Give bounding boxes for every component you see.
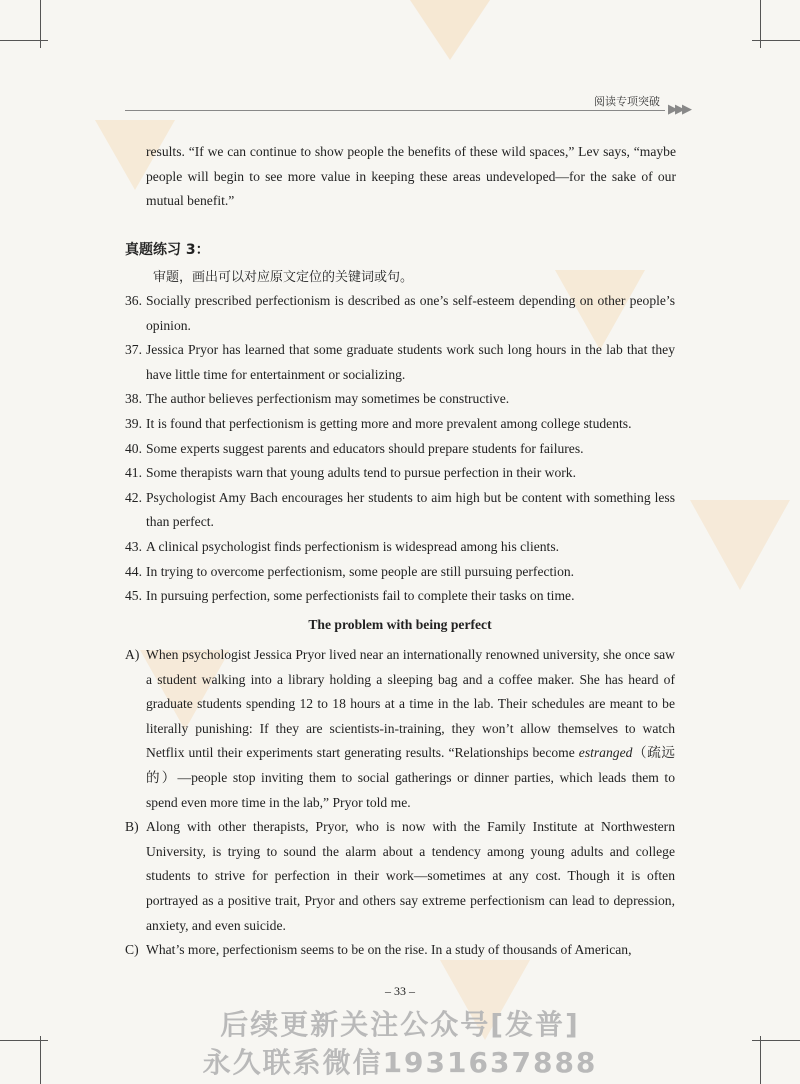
statement-number: 41.	[125, 465, 142, 481]
paragraph-label: A)	[125, 647, 140, 662]
paragraph-label: B)	[125, 819, 139, 835]
statement-list	[125, 289, 675, 609]
statement-item	[125, 387, 675, 412]
statement-number: 36.	[125, 293, 142, 308]
statement-number: 43.	[125, 538, 142, 554]
header-arrows-icon: ▶▶▶	[668, 102, 689, 117]
header-section-title: 阅读专项突破	[594, 95, 660, 108]
statement-number: 38.	[125, 391, 142, 407]
statement-number: 42.	[125, 489, 142, 505]
statement-text: Some therapists warn that young adults tend to pursue perfection in their work.	[146, 465, 576, 481]
header-rule	[125, 110, 665, 111]
watermark-line: 后续更新关注公众号[发普]	[220, 1008, 580, 1041]
statement-item	[125, 486, 675, 535]
passage-paragraph	[125, 815, 675, 938]
paragraph-text: When psychologist Jessica Pryor lived near an internationally renowned university, she once saw a student walking into a library holding a sleeping bag and a coffee maker. She has heard of graduate students spending 12 to 18 hours at a time in the lab. Their schedules are meant to be literally punishing: If they are scientists-in-training, they won’t allow themselves to watch Netflix until their experiments start generating results. “Relationships become	[146, 647, 675, 761]
paragraph-text: Along with other therapists, Pryor, who is now with the Family Institute at Northwestern University, is trying to sound the alarm about a tendency among young adults and college students to strive for perfection in their work—sometimes at any cost. Though it is often portrayed as a positive trait, Pryor and others say extreme perfectionism can lead to depression, anxiety, and even suicide.	[146, 819, 675, 933]
crop-mark	[40, 0, 41, 48]
statement-number: 44.	[125, 563, 142, 579]
passage-title: The problem with being perfect	[308, 617, 492, 632]
statement-text: In pursuing perfection, some perfectionists fail to complete their tasks on time.	[146, 588, 575, 604]
statement-number: 39.	[125, 415, 142, 431]
paragraph-text-cont: （疏远的）—people stop inviting them to social gatherings or dinner parties, which leads them to spend even more time in the lab,” Pryor told me.	[146, 745, 675, 810]
passage-body	[125, 643, 675, 963]
statement-item	[125, 412, 675, 437]
section-heading: 真题练习 3：	[125, 242, 210, 258]
statement-item	[125, 461, 675, 486]
statement-text: It is found that perfectionism is getting more and more prevalent among college students.	[146, 415, 632, 431]
passage-paragraph	[125, 938, 675, 963]
crop-mark	[760, 0, 761, 48]
paragraph-label: C)	[125, 942, 139, 958]
passage-paragraph	[125, 643, 675, 815]
statement-text: Some experts suggest parents and educators should prepare students for failures.	[146, 440, 584, 456]
watermark-line: 永久联系微信1931637888	[202, 1046, 598, 1079]
statement-text: Jessica Pryor has learned that some graduate students work such long hours in the lab that they have little time for entertainment or socializing.	[146, 342, 675, 382]
statement-number: 37.	[125, 342, 142, 358]
statement-text: Socially prescribed perfectionism is described as one’s self-esteem depending on other people’s opinion.	[146, 293, 675, 333]
watermark-logo-shape	[690, 500, 790, 590]
instruction-text: 审题，画出可以对应原文定位的关键词或句。	[153, 270, 414, 285]
page-number: – 33 –	[385, 984, 415, 998]
statement-text: In trying to overcome perfectionism, some people are still pursuing perfection.	[146, 563, 575, 579]
statement-item	[125, 289, 675, 338]
statement-item	[125, 437, 675, 462]
watermark-logo-shape	[410, 0, 490, 60]
statement-item	[125, 338, 675, 387]
statement-number: 40.	[125, 440, 142, 456]
statement-item	[125, 535, 675, 560]
statement-text: Psychologist Amy Bach encourages her students to aim high but be content with something less than perfect.	[146, 489, 675, 530]
continuation-paragraph: results. “If we can continue to show people the benefits of these wild spaces,” Lev says, “maybe people will begin to see more value in keeping these areas undeveloped—for the sake of our mutual benefit.”	[146, 144, 676, 209]
statement-text: A clinical psychologist finds perfectionism is widespread among his clients.	[146, 538, 560, 554]
statement-item	[125, 584, 675, 609]
paragraph-emphasis: estranged	[578, 745, 633, 761]
statement-item	[125, 560, 675, 585]
paragraph-text: What’s more, perfectionism seems to be on the rise. In a study of thousands of American,	[146, 942, 632, 958]
statement-number: 45.	[125, 588, 142, 604]
statement-text: The author believes perfectionism may sometimes be constructive.	[146, 391, 510, 407]
